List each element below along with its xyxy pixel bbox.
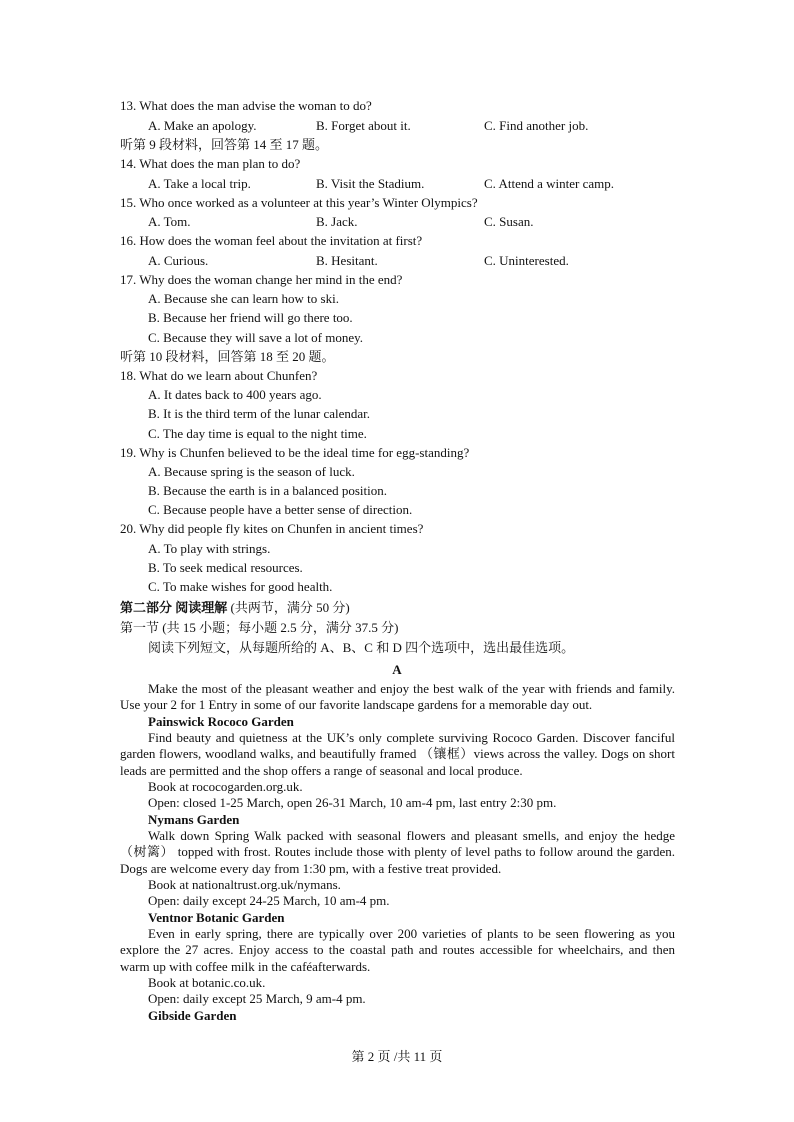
page-footer: 第 2 页 /共 11 页 — [351, 1049, 443, 1064]
question-15: 15. Who once worked as a volunteer at this year’s Winter Olympics? — [120, 195, 478, 210]
q13-option-c: C. Find another job. — [484, 118, 589, 133]
garden-desc-ventnor: Even in early spring, there are typically over 200 varieties of plants to be seen flowering as you explore the 27 acres. Enjoy access to the coastal path and routes accessible for wheelchairs, and then warm up with coffee milk in the caféafterwards. — [120, 926, 675, 974]
part2-heading-line — [120, 600, 350, 616]
q15-option-c: C. Susan. — [484, 214, 534, 229]
part2-score: (共两节，满分 50 分) — [230, 600, 350, 615]
q20-option-b: B. To seek medical resources. — [148, 560, 303, 575]
q17-option-a: A. Because she can learn how to ski. — [148, 291, 339, 306]
garden-open-ventnor: Open: daily except 25 March, 9 am-4 pm. — [148, 991, 366, 1006]
question-13: 13. What does the man advise the woman to do? — [120, 98, 372, 113]
q16-option-c: C. Uninterested. — [484, 253, 569, 268]
material-10-instruction: 听第 10 段材料，回答第 18 至 20 题。 — [120, 349, 335, 364]
garden-open-painswick: Open: closed 1-25 March, open 26-31 March, 10 am-4 pm, last entry 2:30 pm. — [148, 795, 557, 810]
garden-name-painswick: Painswick Rococo Garden — [148, 714, 294, 729]
passage-letter: A — [392, 662, 402, 677]
section1-heading: 第一节 (共 15 小题；每小题 2.5 分，满分 37.5 分) — [120, 620, 399, 635]
q16-option-a: A. Curious. — [148, 253, 209, 268]
garden-book-nymans: Book at nationaltrust.org.uk/nymans. — [148, 877, 341, 892]
garden-desc-painswick: Find beauty and quietness at the UK’s only complete surviving Rococo Garden. Discover fanciful garden flowers, woodland walks, and beautifully framed （镶框）views across the valley. Dogs on short leads are permitted and the shop offers a range of seasonal and local produce. — [120, 730, 675, 778]
q14-option-c: C. Attend a winter camp. — [484, 176, 614, 191]
garden-book-painswick: Book at rococogarden.org.uk. — [148, 779, 303, 794]
q19-option-b: B. Because the earth is in a balanced position. — [148, 483, 387, 498]
q14-option-a: A. Take a local trip. — [148, 176, 251, 191]
garden-name-nymans: Nymans Garden — [148, 812, 240, 827]
q16-option-b: B. Hesitant. — [316, 253, 378, 268]
garden-open-nymans: Open: daily except 24-25 March, 10 am-4 pm. — [148, 893, 390, 908]
q18-option-c: C. The day time is equal to the night time. — [148, 426, 367, 441]
q18-option-b: B. It is the third term of the lunar calendar. — [148, 406, 371, 421]
passage-intro: Make the most of the pleasant weather and enjoy the best walk of the year with friends and family. Use your 2 for 1 Entry in some of our favorite landscape gardens for a memorable day out. — [120, 681, 675, 713]
garden-name-gibside: Gibside Garden — [148, 1008, 237, 1023]
q20-option-c: C. To make wishes for good health. — [148, 579, 333, 594]
garden-name-ventnor: Ventnor Botanic Garden — [148, 910, 285, 925]
q15-option-a: A. Tom. — [148, 214, 191, 229]
q19-option-c: C. Because people have a better sense of direction. — [148, 502, 413, 517]
q19-option-a: A. Because spring is the season of luck. — [148, 464, 355, 479]
q13-option-a: A. Make an apology. — [148, 118, 257, 133]
q13-option-b: B. Forget about it. — [316, 118, 411, 133]
q14-option-b: B. Visit the Stadium. — [316, 176, 425, 191]
question-18: 18. What do we learn about Chunfen? — [120, 368, 318, 383]
part2-heading: 第二部分 阅读理解 — [120, 600, 228, 615]
question-20: 20. Why did people fly kites on Chunfen in ancient times? — [120, 521, 424, 536]
q17-option-b: B. Because her friend will go there too. — [148, 310, 353, 325]
question-16: 16. How does the woman feel about the invitation at first? — [120, 233, 423, 248]
q15-option-b: B. Jack. — [316, 214, 358, 229]
question-19: 19. Why is Chunfen believed to be the ideal time for egg-standing? — [120, 445, 470, 460]
q20-option-a: A. To play with strings. — [148, 541, 271, 556]
garden-book-ventnor: Book at botanic.co.uk. — [148, 975, 266, 990]
question-14: 14. What does the man plan to do? — [120, 156, 301, 171]
q17-option-c: C. Because they will save a lot of money. — [148, 330, 364, 345]
material-9-instruction: 听第 9 段材料，回答第 14 至 17 题。 — [120, 137, 329, 152]
question-17: 17. Why does the woman change her mind in the end? — [120, 272, 403, 287]
reading-directions: 阅读下列短文，从每题所给的 A、B、C 和 D 四个选项中，选出最佳选项。 — [148, 640, 575, 655]
garden-desc-nymans: Walk down Spring Walk packed with seasonal flowers and pleasant smells, and enjoy the hedge （树篱） topped with frost. Routes include those with plenty of level paths to follow around the garden. Dogs are welcome every day from 1:30 pm, with a festive treat provided. — [120, 828, 675, 876]
q18-option-a: A. It dates back to 400 years ago. — [148, 387, 322, 402]
